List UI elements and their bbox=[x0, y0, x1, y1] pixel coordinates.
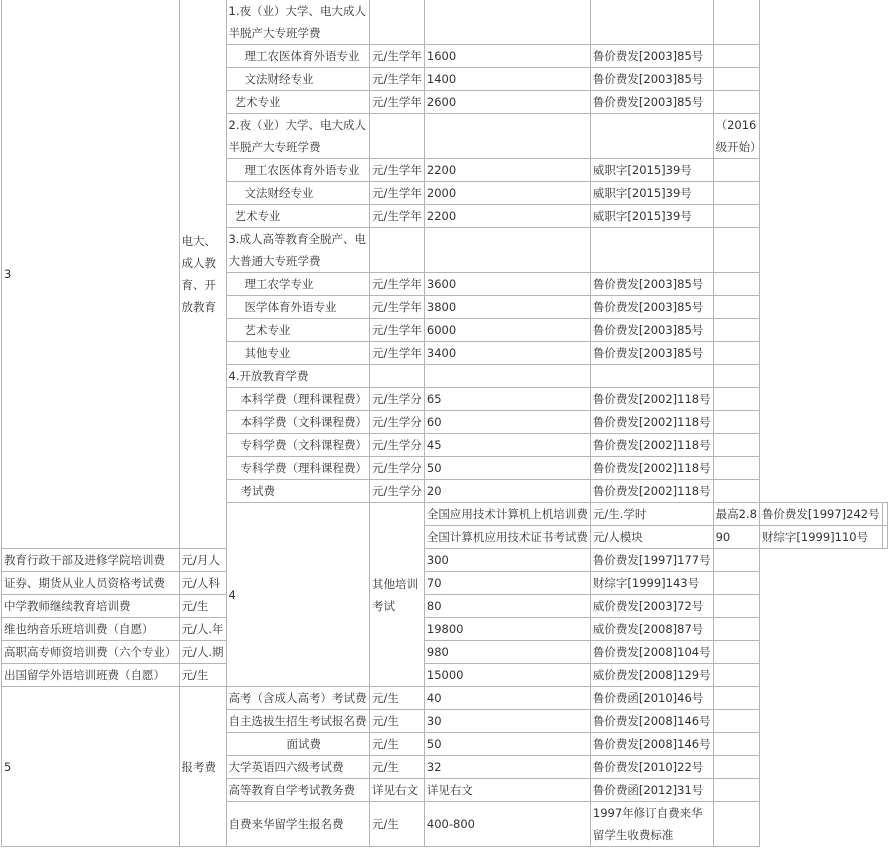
fee-item: 面试费 bbox=[226, 733, 370, 756]
fee-standard: 19800 bbox=[424, 618, 590, 641]
section-number: 4 bbox=[226, 503, 370, 687]
fee-standard: 3400 bbox=[424, 342, 590, 365]
fee-unit: 元/生学年 bbox=[370, 273, 425, 296]
fee-basis: 鲁价费发[2003]85号 bbox=[590, 296, 713, 319]
fee-unit: 元/生学年 bbox=[370, 45, 425, 68]
fee-basis: 财综字[1999]143号 bbox=[590, 572, 713, 595]
fee-basis: 威价费发[2008]129号 bbox=[590, 664, 713, 687]
fee-basis: 鲁价费发[2002]118号 bbox=[590, 434, 713, 457]
fee-basis: 鲁价费发[2003]85号 bbox=[590, 45, 713, 68]
fee-basis: 鲁价费函[2012]31号 bbox=[590, 779, 713, 802]
fee-unit: 元/生 bbox=[370, 802, 425, 847]
fee-item: 医学体育外语专业 bbox=[226, 296, 370, 319]
fee-basis: 鲁价费发[2002]118号 bbox=[590, 457, 713, 480]
fee-basis: 鲁价费发[2002]118号 bbox=[590, 388, 713, 411]
fee-table bbox=[1, 0, 888, 847]
fee-item: 本科学费（理科课程费） bbox=[226, 388, 370, 411]
fee-basis: 威职字[2015]39号 bbox=[590, 159, 713, 182]
section-name: 报考费 bbox=[179, 687, 226, 847]
section-name: 电大、成人教育、开放教育 bbox=[179, 0, 226, 549]
fee-item: 文法财经专业 bbox=[226, 182, 370, 205]
fee-standard: 3800 bbox=[424, 296, 590, 319]
fee-standard: 1600 bbox=[424, 45, 590, 68]
fee-unit: 元/人模块 bbox=[590, 526, 713, 549]
fee-unit: 元/生.学时 bbox=[590, 503, 713, 526]
table-row bbox=[2, 595, 888, 618]
fee-item: 自费来华留学生报名费 bbox=[226, 802, 370, 847]
fee-standard: 2200 bbox=[424, 205, 590, 228]
section-number: 3 bbox=[2, 0, 180, 549]
fee-unit: 元/人.年 bbox=[179, 618, 226, 641]
fee-item: 全国应用技术计算机上机培训费 bbox=[424, 503, 590, 526]
fee-unit: 元/生学年 bbox=[370, 342, 425, 365]
table-row bbox=[2, 687, 888, 710]
fee-standard: 980 bbox=[424, 641, 590, 664]
fee-standard: 40 bbox=[424, 687, 590, 710]
fee-unit: 元/生学年 bbox=[370, 319, 425, 342]
fee-unit: 元/生学年 bbox=[370, 68, 425, 91]
fee-unit: 元/生 bbox=[370, 756, 425, 779]
group-header: 1.夜（业）大学、电大成人半脱产大专班学费 bbox=[226, 0, 370, 45]
fee-item: 大学英语四六级考试费 bbox=[226, 756, 370, 779]
fee-standard: 400-800 bbox=[424, 802, 590, 847]
fee-basis: 鲁价费发[2010]22号 bbox=[590, 756, 713, 779]
fee-standard: 2200 bbox=[424, 159, 590, 182]
fee-unit: 元/生 bbox=[370, 687, 425, 710]
fee-unit: 元/月人 bbox=[179, 549, 226, 572]
fee-unit: 元/生学年 bbox=[370, 91, 425, 114]
fee-unit: 元/生学分 bbox=[370, 388, 425, 411]
fee-standard: 1400 bbox=[424, 68, 590, 91]
table-row bbox=[2, 664, 888, 687]
fee-item: 艺术专业 bbox=[226, 91, 370, 114]
fee-item: 本科学费（文科课程费） bbox=[226, 411, 370, 434]
fee-standard: 80 bbox=[424, 595, 590, 618]
fee-item: 理工农医体育外语专业 bbox=[226, 45, 370, 68]
table-row bbox=[2, 0, 888, 45]
fee-item: 高等教育自学考试教务费 bbox=[226, 779, 370, 802]
fee-standard: 60 bbox=[424, 411, 590, 434]
fee-basis: 鲁价费函[2010]46号 bbox=[590, 687, 713, 710]
fee-standard: 最高2.8 bbox=[713, 503, 759, 526]
fee-standard: 300 bbox=[424, 549, 590, 572]
fee-item: 专科学费（文科课程费） bbox=[226, 434, 370, 457]
fee-unit: 元/生学分 bbox=[370, 480, 425, 503]
fee-item: 证券、期货从业人员资格考试费 bbox=[2, 572, 180, 595]
fee-basis: 鲁价费发[2003]85号 bbox=[590, 319, 713, 342]
fee-basis: 1997年修订自费来华留学生收费标准 bbox=[590, 802, 713, 847]
fee-standard: 20 bbox=[424, 480, 590, 503]
table-row bbox=[2, 618, 888, 641]
fee-basis: 威职字[2015]39号 bbox=[590, 205, 713, 228]
group-header: 4.开放教育学费 bbox=[226, 365, 370, 388]
fee-basis: 鲁价费发[1997]177号 bbox=[590, 549, 713, 572]
fee-unit: 详见右文 bbox=[370, 779, 425, 802]
fee-standard: 90 bbox=[713, 526, 759, 549]
fee-item: 理工农学专业 bbox=[226, 273, 370, 296]
fee-standard: 30 bbox=[424, 710, 590, 733]
fee-standard: 2000 bbox=[424, 182, 590, 205]
fee-item: 理工农医体育外语专业 bbox=[226, 159, 370, 182]
fee-unit: 元/生学年 bbox=[370, 296, 425, 319]
fee-standard: 32 bbox=[424, 756, 590, 779]
fee-basis: 威职字[2015]39号 bbox=[590, 182, 713, 205]
fee-item: 中学教师继续教育培训费 bbox=[2, 595, 180, 618]
fee-unit: 元/生学年 bbox=[370, 159, 425, 182]
group-note: （2016级开始） bbox=[713, 114, 759, 159]
fee-unit: 元/生 bbox=[179, 664, 226, 687]
table-row bbox=[2, 572, 888, 595]
fee-basis: 鲁价费发[2008]146号 bbox=[590, 710, 713, 733]
fee-basis: 鲁价费发[2008]104号 bbox=[590, 641, 713, 664]
fee-item: 考试费 bbox=[226, 480, 370, 503]
fee-basis: 鲁价费发[2003]85号 bbox=[590, 273, 713, 296]
fee-unit: 元/生学年 bbox=[370, 205, 425, 228]
fee-basis: 鲁价费发[2003]85号 bbox=[590, 91, 713, 114]
group-header: 3.成人高等教育全脱产、电大普通大专班学费 bbox=[226, 228, 370, 273]
fee-standard: 2600 bbox=[424, 91, 590, 114]
table-row bbox=[2, 549, 888, 572]
fee-basis: 威价费发[2003]72号 bbox=[590, 595, 713, 618]
fee-item: 艺术专业 bbox=[226, 205, 370, 228]
fee-unit: 元/生学分 bbox=[370, 434, 425, 457]
fee-unit: 元/生学年 bbox=[370, 182, 425, 205]
fee-standard: 65 bbox=[424, 388, 590, 411]
table-row bbox=[2, 641, 888, 664]
fee-standard: 6000 bbox=[424, 319, 590, 342]
fee-item: 出国留学外语培训班费（自愿） bbox=[2, 664, 180, 687]
fee-unit: 元/生学分 bbox=[370, 411, 425, 434]
fee-standard: 50 bbox=[424, 457, 590, 480]
fee-standard: 45 bbox=[424, 434, 590, 457]
fee-unit: 元/生 bbox=[179, 595, 226, 618]
fee-unit: 元/人科 bbox=[179, 572, 226, 595]
fee-basis: 财综字[1999]110号 bbox=[759, 526, 882, 549]
fee-standard: 15000 bbox=[424, 664, 590, 687]
fee-basis: 威价费发[2008]87号 bbox=[590, 618, 713, 641]
fee-item: 专科学费（理科课程费） bbox=[226, 457, 370, 480]
fee-item: 其他专业 bbox=[226, 342, 370, 365]
fee-basis: 鲁价费发[2002]118号 bbox=[590, 480, 713, 503]
fee-unit: 元/人.期 bbox=[179, 641, 226, 664]
section-number: 5 bbox=[2, 687, 180, 847]
fee-standard: 3600 bbox=[424, 273, 590, 296]
fee-standard: 50 bbox=[424, 733, 590, 756]
fee-unit: 元/生学分 bbox=[370, 457, 425, 480]
fee-item: 教育行政干部及进修学院培训费 bbox=[2, 549, 180, 572]
group-header: 2.夜（业）大学、电大成人半脱产大专班学费 bbox=[226, 114, 370, 159]
fee-item: 高考（含成人高考）考试费 bbox=[226, 687, 370, 710]
fee-item: 高职高专师资培训费（六个专业） bbox=[2, 641, 180, 664]
fee-item: 自主选拔生招生考试报名费 bbox=[226, 710, 370, 733]
fee-item: 维也纳音乐班培训费（自愿） bbox=[2, 618, 180, 641]
fee-unit: 元/生 bbox=[370, 710, 425, 733]
fee-basis: 鲁价费发[2003]85号 bbox=[590, 342, 713, 365]
fee-item: 艺术专业 bbox=[226, 319, 370, 342]
fee-item: 文法财经专业 bbox=[226, 68, 370, 91]
fee-basis: 鲁价费发[2003]85号 bbox=[590, 68, 713, 91]
fee-basis: 鲁价费发[1997]242号 bbox=[759, 503, 882, 526]
fee-item: 全国计算机应用技术证书考试费 bbox=[424, 526, 590, 549]
fee-unit: 元/生 bbox=[370, 733, 425, 756]
fee-standard: 详见右文 bbox=[424, 779, 590, 802]
fee-basis: 鲁价费发[2002]118号 bbox=[590, 411, 713, 434]
section-name: 其他培训考试 bbox=[370, 503, 425, 687]
fee-basis: 鲁价费发[2008]146号 bbox=[590, 733, 713, 756]
fee-standard: 70 bbox=[424, 572, 590, 595]
